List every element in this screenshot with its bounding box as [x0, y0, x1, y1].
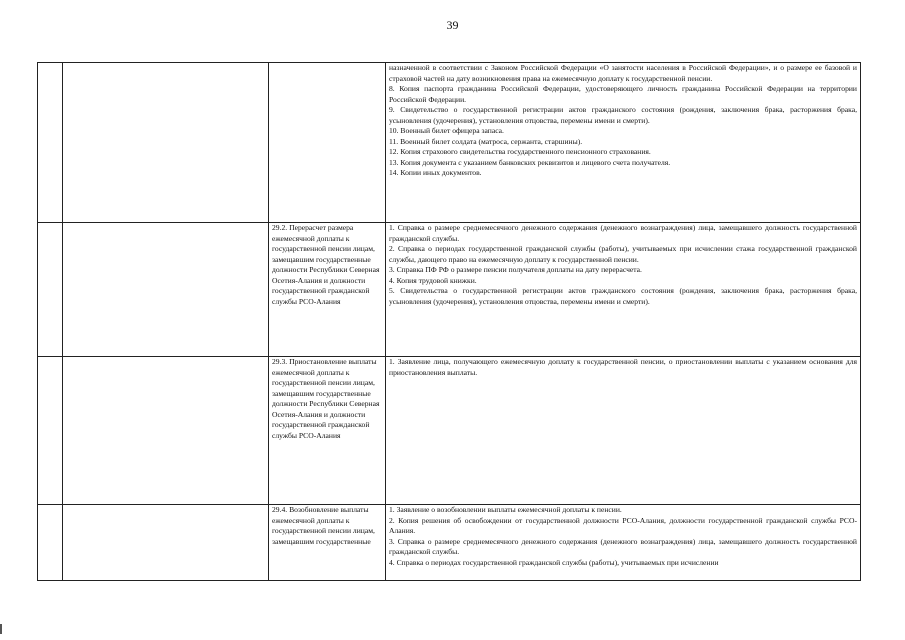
documents-cell — [386, 357, 861, 505]
empty-cell — [63, 357, 269, 505]
service-name-cell: 29.2. Перерасчет размера ежемесячной доплаты к государственной пенсии лицам, замещавшим государственные должности Республики Северная Осетия-Алания и должности государственной гражданской службы РСО-Алания — [269, 223, 386, 357]
document-item: 5. Свидетельства о государственной регистрации актов гражданского состояния (рождения, заключения брака, расторжения брака, усыновления (удочерения), установления отцовства, перемены имени и смерти). — [389, 286, 857, 306]
scan-edge-mark — [0, 624, 2, 634]
empty-cell — [63, 505, 269, 581]
document-item: 8. Копия паспорта гражданина Российской Федерации, удостоверяющего личность гражданина Российской Федерации на территории Российской Федерации. — [389, 84, 857, 104]
document-item: 13. Копия документа с указанием банковских реквизитов и лицевого счета получателя. — [389, 157, 671, 167]
services-table — [37, 62, 861, 581]
service-name-cell — [269, 63, 386, 223]
document-item: 2. Справка о периодах государственной гражданской службы (работы), учитываемых при исчислении стажа государственной гражданской службы, дающего право на ежемесячную доплату к государственной пенсии. — [389, 244, 857, 264]
document-item: 10. Военный билет офицера запаса. — [389, 126, 504, 135]
empty-cell — [38, 63, 63, 223]
table-row — [38, 505, 861, 581]
document-item: 4. Справка о периодах государственной гражданской службы (работы), учитываемых при исчислении — [389, 557, 719, 567]
documents-cell — [386, 63, 861, 223]
document-item: 1. Заявление лица, получающего ежемесячную доплату к государственной пенсии, о приостановлении выплаты с указанием основания для приостановления выплаты. — [389, 357, 857, 377]
page-number: 39 — [446, 18, 459, 32]
document-item: назначенной в соответствии с Законом Российской Федерации «О занятости населения в Российской Федерации», и о размере ее базовой и страховой частей на дату возникновения права на ежемесячную доплату к государственной пенсии. — [389, 63, 857, 83]
document-item: 3. Справка ПФ РФ о размере пенсии получателя доплаты на дату перерасчета. — [389, 265, 642, 274]
empty-cell — [63, 63, 269, 223]
service-name-cell: 29.4. Возобновление выплаты ежемесячной доплаты к государственной пенсии лицам, замещавшим государственные — [269, 505, 386, 581]
documents-cell — [386, 505, 861, 581]
document-item: 12. Копия страхового свидетельства государственного пенсионного страхования. — [389, 147, 651, 156]
table-row — [38, 357, 861, 505]
document-item: 9. Свидетельство о государственной регистрации актов гражданского состояния (рождения, заключения брака, расторжения брака, усыновления (удочерения), установления отцовства, перемены имени и смерти). — [389, 105, 857, 125]
document-item: 11. Военный билет солдата (матроса, сержанта, старшины). — [389, 136, 583, 146]
empty-cell — [38, 505, 63, 581]
empty-cell — [63, 223, 269, 357]
document-item: 3. Справка о размере среднемесячного денежного содержания (денежного вознаграждения) лица, замещавшего должность государственной гражданской службы. — [389, 536, 857, 556]
service-name-cell: 29.3. Приостановление выплаты ежемесячной доплаты к государственной пенсии лицам, замещавшим государственные должности Республики Северная Осетия-Алания и должности государственной гражданской службы РСО-Алания — [269, 357, 386, 505]
document-item: 1. Заявление о возобновлении выплаты ежемесячной доплаты к пенсии. — [389, 505, 622, 514]
document-item: 2. Копия решения об освобождении от государственной должности РСО-Алания, должности государственной гражданской службы РСО-Алания. — [389, 515, 857, 535]
documents-cell — [386, 223, 861, 357]
document-item: 4. Копия трудовой книжки. — [389, 275, 477, 285]
empty-cell — [38, 223, 63, 357]
table-row — [38, 63, 861, 223]
document-item: 1. Справка о размере среднемесячного денежного содержания (денежного вознаграждения) лица, замещавшего должность государственной гражданской службы. — [389, 223, 857, 243]
document-item: 14. Копии иных документов. — [389, 168, 482, 177]
table-row — [38, 223, 861, 357]
empty-cell — [38, 357, 63, 505]
